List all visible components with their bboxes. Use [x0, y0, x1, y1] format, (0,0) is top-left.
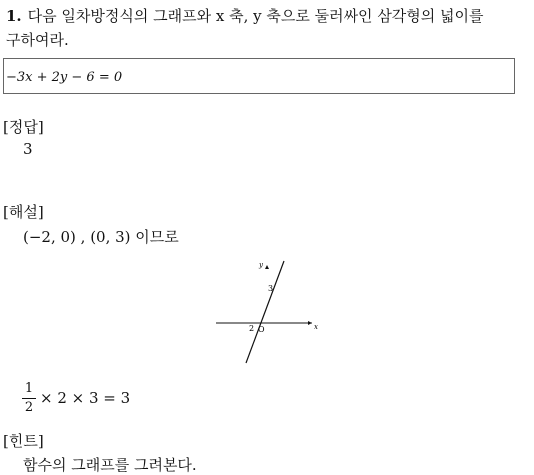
answer-heading: [정답] [3, 118, 44, 136]
fraction-one-half [22, 380, 36, 417]
hint-text: 함수의 그래프를 그려본다. [23, 456, 197, 474]
intercepts-text: (−2, 0) , (0, 3) 이므로 [23, 228, 179, 246]
y-intercept-label: 3 [268, 284, 274, 293]
explanation-heading: [해설] [3, 203, 44, 221]
question-line-1: 다음 일차방정식의 그래프와 x 축, y 축으로 둘러싸인 삼각형의 넓이를 [27, 7, 484, 25]
hint-heading: [힌트] [3, 432, 44, 450]
fraction-denominator: 2 [22, 398, 36, 417]
question-line-2: 구하여라. [6, 31, 69, 49]
origin-label: O [258, 325, 265, 334]
equation-line [246, 261, 284, 363]
x-axis-arrow-icon [308, 321, 312, 325]
question-text [6, 4, 526, 52]
area-calculation: × 2 × 3 = 3 [40, 389, 131, 407]
question-number: 1. [6, 7, 22, 25]
y-axis-label: y [259, 261, 263, 269]
x-intercept-label: 2 [249, 324, 255, 333]
x-axis-label: x [314, 323, 318, 331]
answer-value: 3 [23, 140, 33, 158]
y-axis-arrow-icon [265, 265, 269, 269]
line-graph [200, 255, 330, 370]
fraction-numerator: 1 [24, 381, 34, 396]
equation-text: −3x + 2y − 6 = 0 [6, 70, 123, 85]
